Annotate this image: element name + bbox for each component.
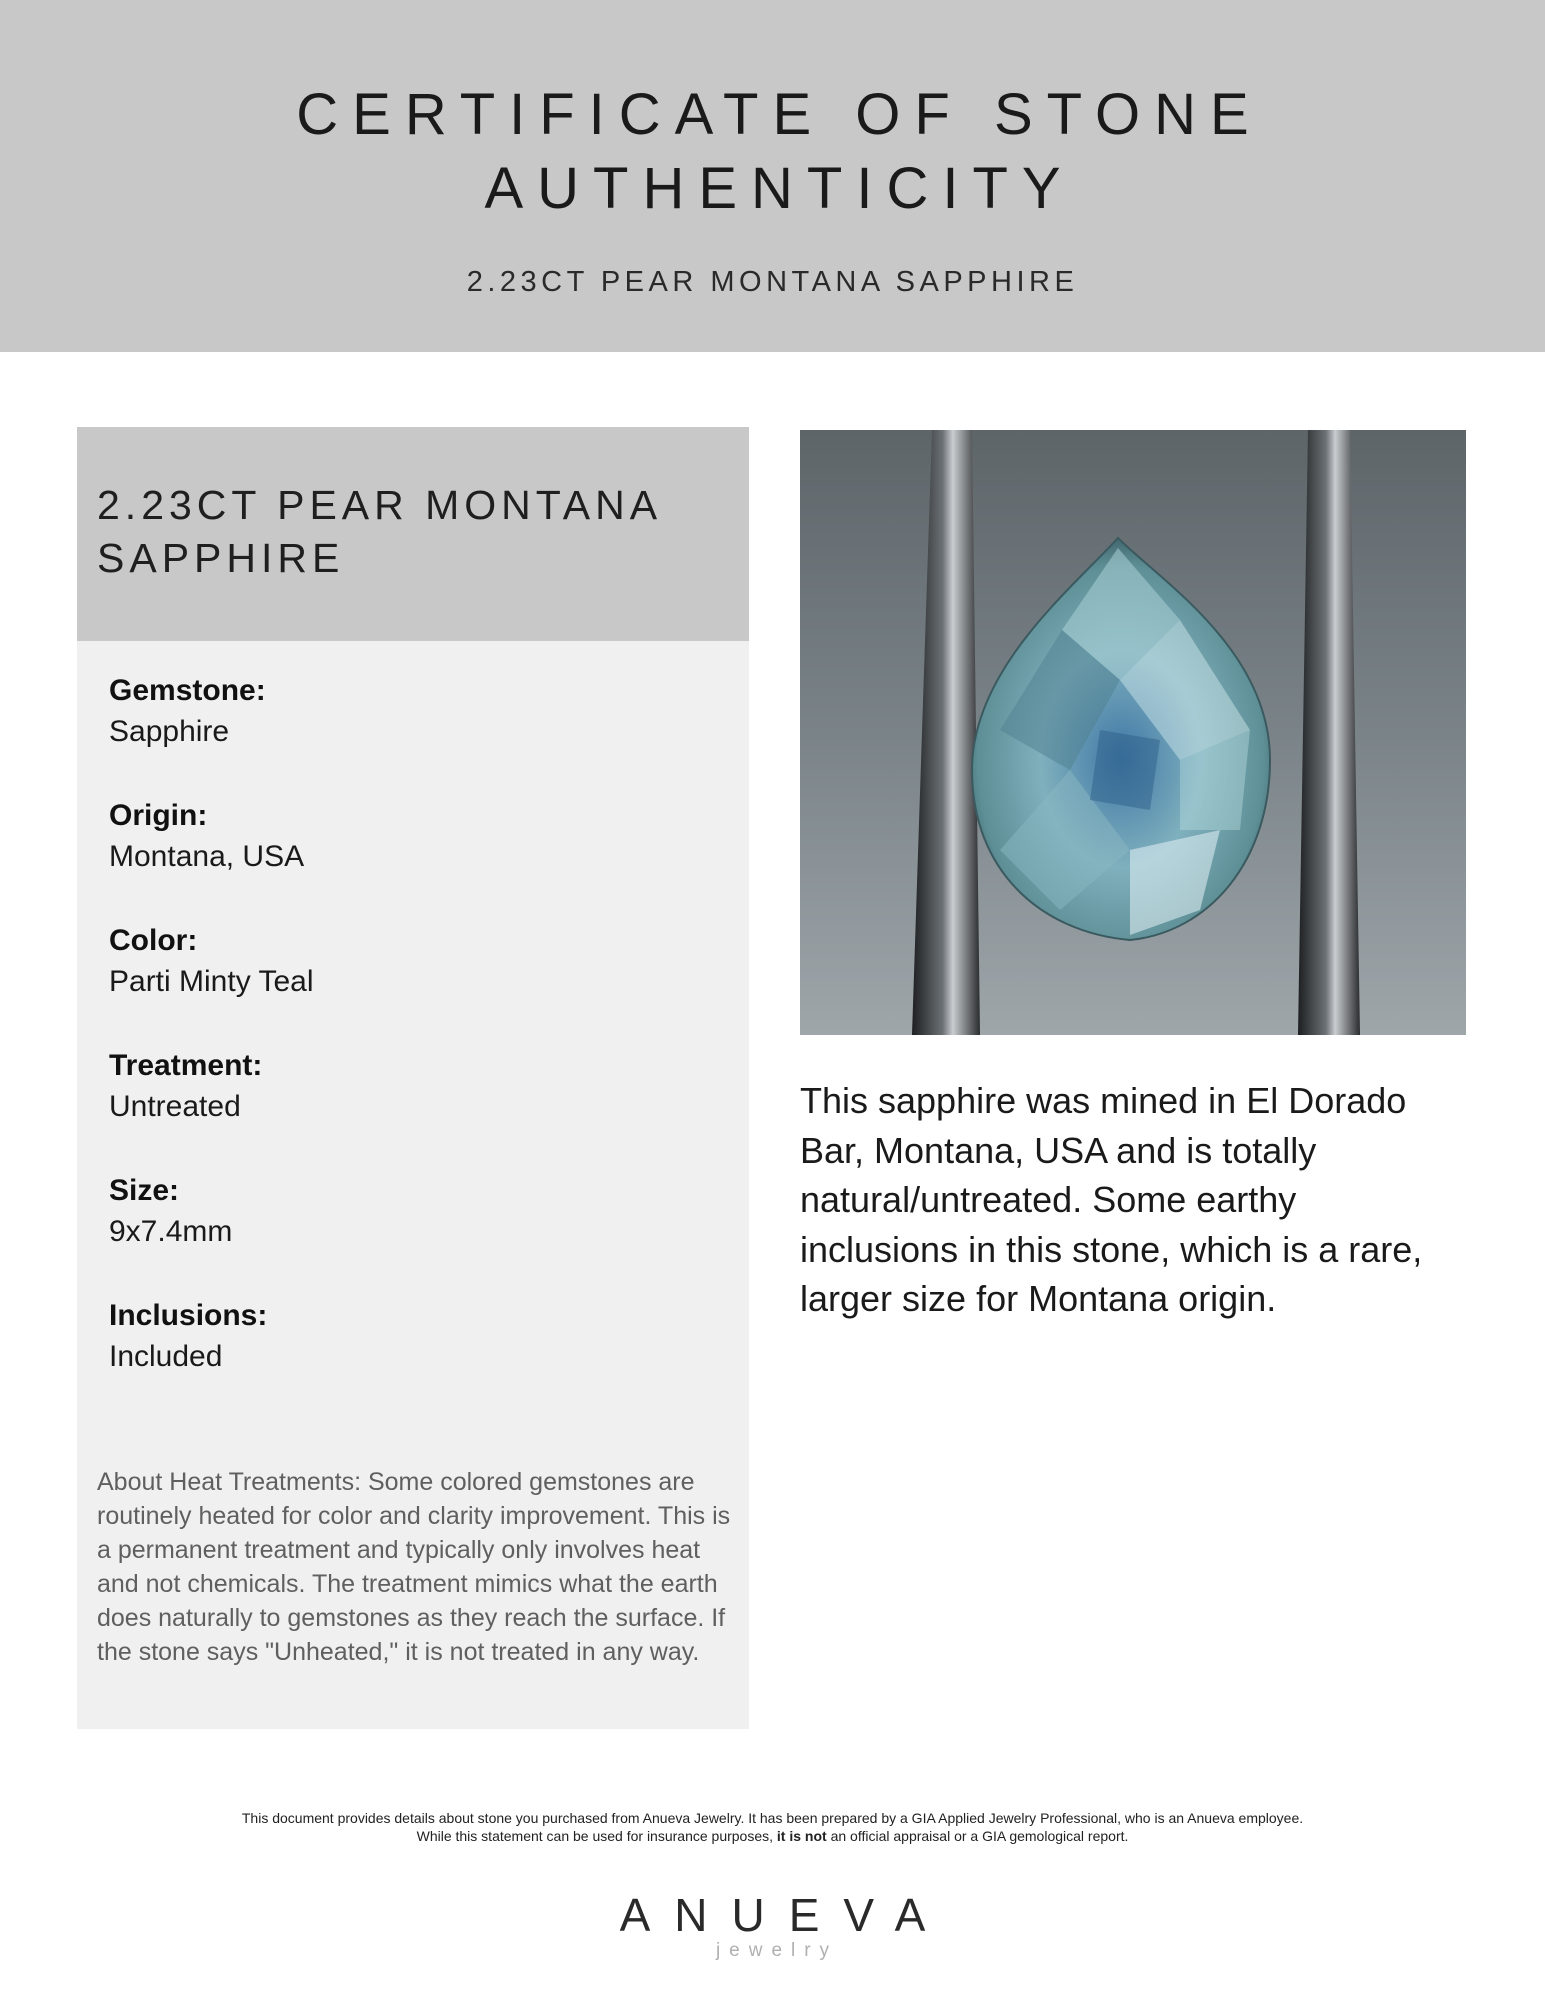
certificate-title [0,78,1545,226]
spec-treatment [109,1046,709,1128]
spec-value: 9x7.4mm [109,1215,233,1248]
stone-description: This sapphire was mined in El Dorado Bar, Montana, USA and is totally natural/untreated. Some earthy inclusions in this stone, which is a rare, larger size for Montana origin. [800,1080,1423,1319]
disclaimer-line2-start: While this statement can be used for insurance purposes, [416,1828,774,1844]
disclaimer-line1: This document provides details about stone you purchased from Anueva Jewelry. It has been prepared by a GIA Applied Jewelry Professional, who is an Anueva employee. [241,1810,1304,1826]
header-band [0,0,1545,352]
anueva-logo: ANUEVA [619,1889,950,1941]
spec-color [109,921,709,1003]
spec-value: Parti Minty Teal [109,965,314,998]
spec-value: Included [109,1340,223,1373]
panel-header [77,427,749,641]
spec-value: Montana, USA [109,840,305,873]
certificate-title-line1: CERTIFICATE OF STONE [296,82,1263,147]
spec-label: Gemstone: [109,674,266,707]
spec-label: Origin: [109,799,208,832]
disclaimer-emphasis: it is not [776,1828,827,1844]
spec-label: Color: [109,924,198,957]
disclaimer-line2-end: an official appraisal or a GIA gemological report. [830,1828,1129,1844]
spec-value: Sapphire [109,715,230,748]
spec-label: Treatment: [109,1049,263,1082]
stone-details-panel [77,427,749,1729]
spec-gemstone [109,671,709,753]
spec-size [109,1171,709,1253]
spec-inclusions [109,1296,709,1378]
panel-title-line1: 2.23CT PEAR MONTANA [97,482,663,528]
anueva-logo-subtext: jewelry [715,1940,839,1961]
disclaimer-line2 [0,1827,1545,1845]
panel-title-line2: SAPPHIRE [97,535,345,581]
disclaimer [0,1809,1545,1845]
spec-origin [109,796,709,878]
panel-title [97,479,717,585]
heat-treatment-note: About Heat Treatments: Some colored gemstones are routinely heated for color and clarity improvement. This is a permanent treatment and typically only involves heat and not chemicals. The treatment mimics what the earth does naturally to gemstones as they reach the surface. If the stone says "Unheated," it is not treated in any way. [97,1468,731,1666]
stone-photo [800,430,1466,1035]
certificate-title-line2: AUTHENTICITY [484,156,1075,221]
spec-value: Untreated [109,1090,241,1123]
spec-label: Inclusions: [109,1299,268,1332]
certificate-subtitle: 2.23CT PEAR MONTANA SAPPHIRE [466,266,1079,298]
spec-label: Size: [109,1174,180,1207]
